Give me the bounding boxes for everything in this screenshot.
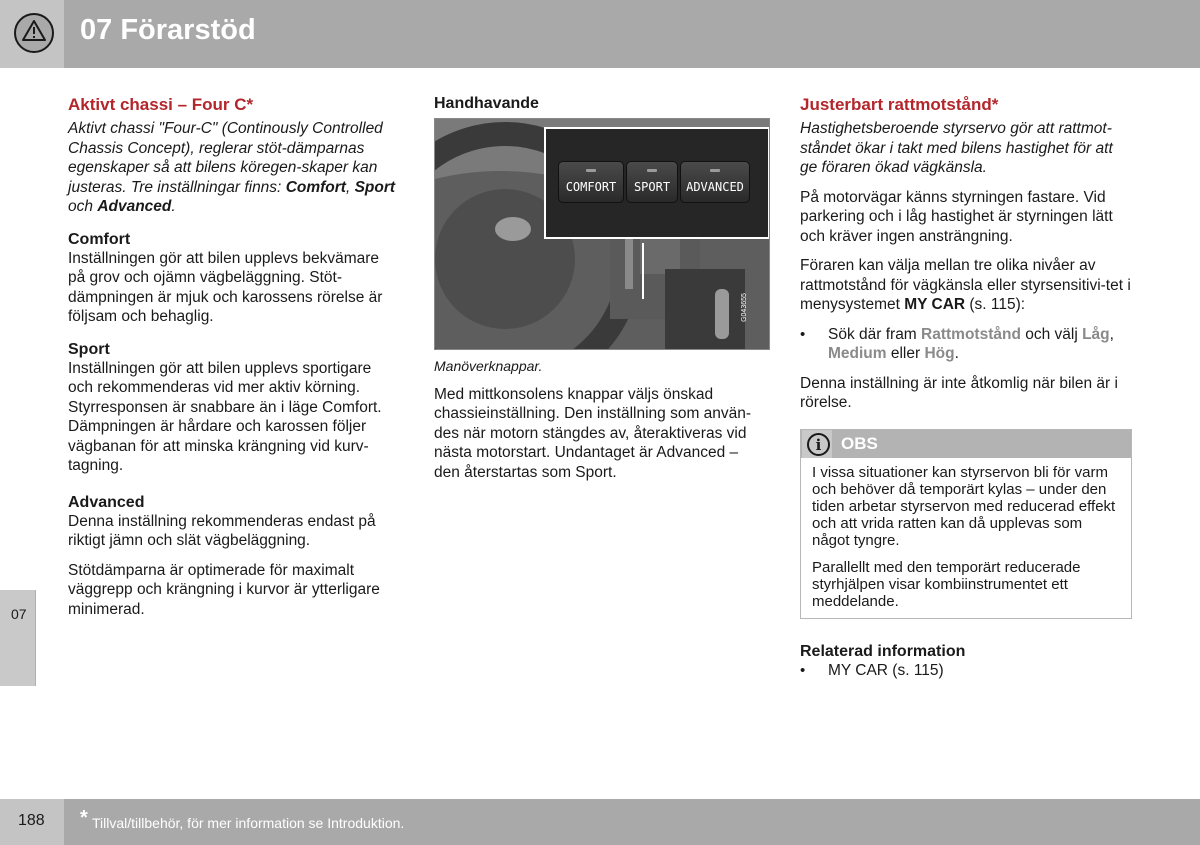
advanced-text-2: Stötdämparna är optimerade för maximalt väggrepp och krängning i kurvor är ytterligare minimerad.	[68, 561, 380, 618]
mode-comfort: Comfort	[285, 178, 346, 196]
footnote-text: Tillval/tillbehör, för mer information se Introduktion.	[92, 815, 405, 831]
p2-text: Föraren kan välja mellan tre olika nivåer av rattmotstånd för vägkänsla eller styrsensitivi-tet i menysystemet	[800, 257, 1131, 313]
four-c-intro-text: Aktivt chassi "Four-C" (Continously Controlled Chassis Concept), reglerar stöt-dämparnas egenskaper så att bilens köregen-skaper kan justeras. Tre inställningar finns:	[68, 120, 383, 196]
warning-triangle-icon	[14, 13, 54, 53]
obs-p1: I vissa situationer kan styrservon bli för varm och behöver då temporärt kylas – under den tiden arbetar styrservon med reducerad effekt och att vrida ratten kan då upplevas som något tyngre.	[812, 463, 1116, 549]
obs-title: OBS	[841, 433, 878, 453]
obs-header	[801, 430, 1131, 458]
photo-caption: Manöverknappar.	[434, 358, 543, 374]
footnote-star: *	[80, 807, 88, 829]
image-code: G043655	[741, 293, 749, 322]
button-panel-zoom	[544, 127, 770, 239]
section-title-rattmotstand: Justerbart rattmotstånd*	[800, 95, 999, 114]
info-icon-box	[802, 430, 832, 458]
column-handhavande	[434, 95, 768, 482]
sep: .	[954, 345, 959, 362]
rattmotstand-p1: På motorvägar känns styrningen fastare. Vid parkering och i låg hastighet är styrningen lätt och kräver ingen ansträngning.	[800, 188, 1113, 245]
handhavande-text: Med mittkonsolens knappar väljs önskad chassieinställning. Den inställning som använ-des när motorn stängdes av, återaktiveras vid nästa motorstart. Undantaget är Advanced – den återstartas som Sport.	[434, 385, 752, 481]
comfort-text: Inställningen gör att bilen upplevs bekvämare på grov och ojämn vägbeläggning. Stöt-dämpningen är mjuk och karossens rörelse är följsam och behaglig.	[68, 249, 383, 325]
four-c-intro	[68, 119, 400, 217]
mode-advanced: Advanced	[97, 198, 172, 215]
menu-item-rattmotstand: Rattmotstånd	[921, 325, 1021, 343]
option-hog: Hög	[924, 345, 955, 362]
related-heading: Relaterad information	[800, 642, 966, 660]
sport-button[interactable]: SPORT	[626, 161, 678, 203]
rattmotstand-intro: Hastighetsberoende styrservo gör att rattmot-ståndet ökar i takt med bilens hastighet för att ge föraren ökad vägkänsla.	[800, 120, 1113, 176]
my-car-label: MY CAR	[904, 296, 966, 313]
section-title-four-c: Aktivt chassi – Four C*	[68, 95, 254, 114]
sport-heading: Sport	[68, 340, 110, 358]
column-rattmotstand	[800, 95, 1132, 680]
sep: ,	[1109, 325, 1114, 343]
chapter-side-tab	[0, 590, 36, 686]
info-icon: i	[807, 433, 830, 456]
bullet-pre: Sök där fram	[828, 325, 922, 343]
page-number-box	[0, 799, 64, 845]
sep: .	[171, 198, 176, 215]
chapter-tab-label: 07	[11, 606, 27, 622]
sep: och	[68, 198, 98, 215]
obs-note-box	[800, 429, 1132, 619]
sep: ,	[345, 178, 355, 196]
option-lag: Låg	[1082, 325, 1110, 343]
page-footer	[0, 799, 1200, 845]
p2-end: (s. 115):	[965, 296, 1026, 313]
option-medium: Medium	[828, 345, 887, 362]
control-buttons-photo	[434, 118, 770, 350]
obs-p2: Parallellt med den temporärt reducerade styrhjälpen visar kombiinstrumentet ett meddelande.	[812, 558, 1081, 610]
column-four-c	[68, 95, 400, 619]
page-number: 188	[18, 812, 45, 829]
handhavande-heading: Handhavande	[434, 95, 539, 112]
advanced-button[interactable]: ADVANCED	[680, 161, 750, 203]
bullet-mid: och välj	[1020, 325, 1083, 343]
obs-body	[801, 458, 1131, 618]
chapter-title: 07 Förarstöd	[80, 14, 256, 46]
menu-path-bullet	[800, 325, 1132, 364]
mode-sport: Sport	[354, 178, 396, 196]
advanced-heading: Advanced	[68, 493, 145, 511]
sep: eller	[886, 345, 925, 362]
advanced-text: Denna inställning rekommenderas endast på riktigt jämn och slät vägbeläggning.	[68, 512, 376, 549]
related-link[interactable]: • MY CAR (s. 115)	[800, 661, 1132, 681]
comfort-button[interactable]: COMFORT	[558, 161, 624, 203]
sport-text: Inställningen gör att bilen upplevs sportigare och rekommenderas vid mer aktiv körning. Styrresponsen är snabbare än i läge Comfort. Dämpningen är hårdare och karossen följer vägbanan för att minska krängning vid kurv-tagning.	[68, 359, 382, 474]
page-header	[0, 0, 1200, 68]
comfort-heading: Comfort	[68, 230, 131, 248]
rattmotstand-p3: Denna inställning är inte åtkomlig när bilen är i rörelse.	[800, 374, 1118, 411]
rattmotstand-p2	[800, 256, 1132, 315]
